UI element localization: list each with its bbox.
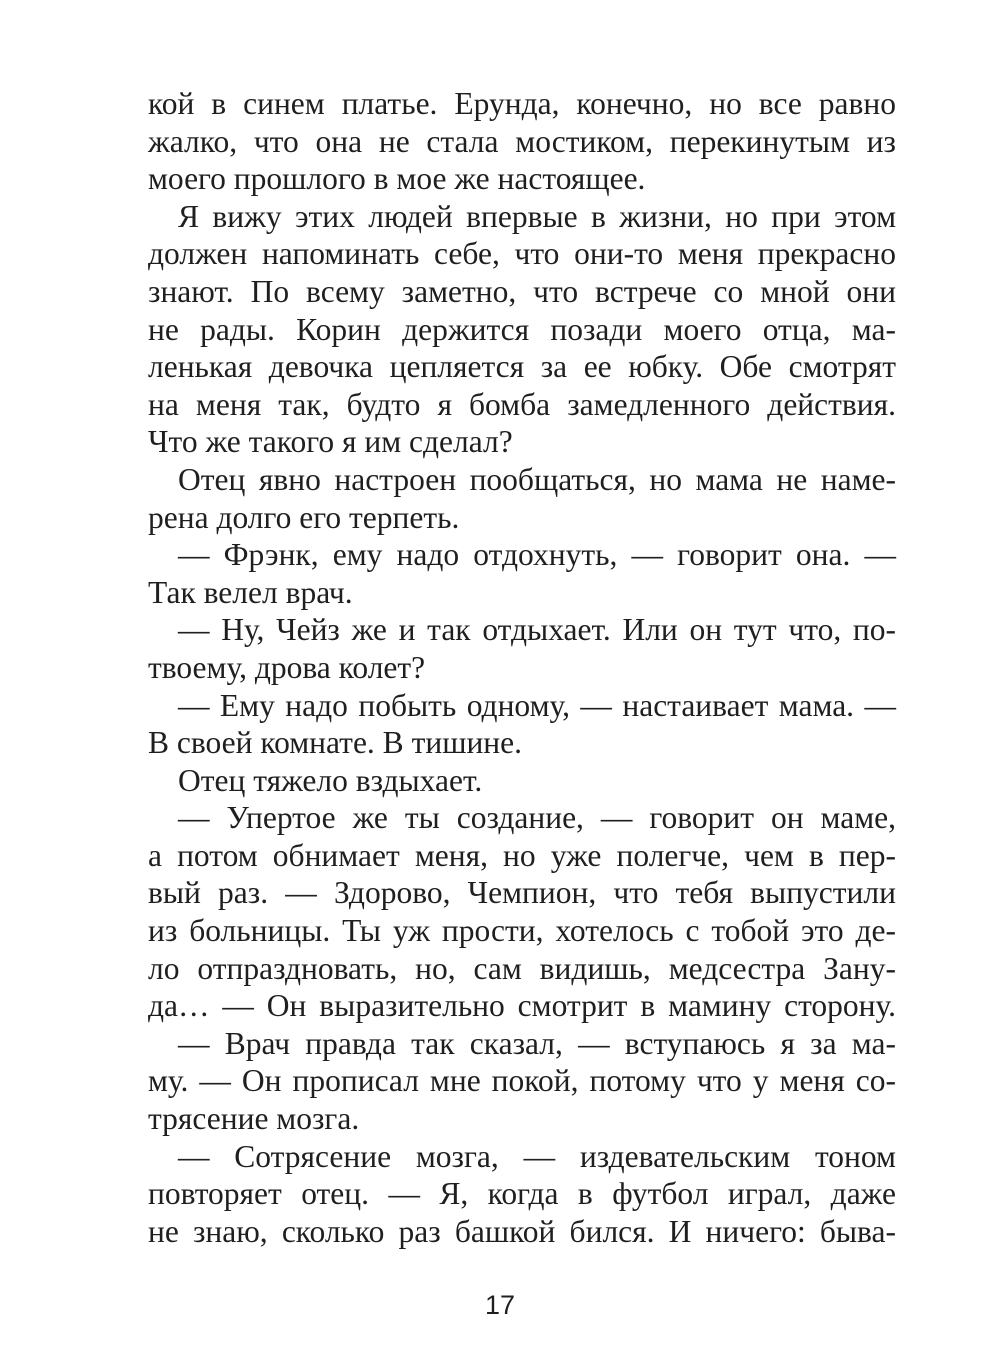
text-line: на меня так, будто я бомба замедленного действия. — [148, 386, 896, 422]
text-line: а потом обнимает меня, но уже полегче, чем в пер- — [148, 837, 896, 873]
text-line: — Ему надо побыть одному, — настаивает мама. — — [178, 687, 896, 723]
text-line: — Сотрясение мозга, — издевательским тоном — [178, 1138, 896, 1174]
text-line: Я вижу этих людей впервые в жизни, но при этом — [178, 198, 896, 234]
text-line: ло отпраздновать, но, сам видишь, медсестра Зану- — [148, 950, 896, 986]
text-line: кой в синем платье. Ерунда, конечно, но все равно — [148, 86, 896, 121]
text-line: не знаю, сколько раз башкой бился. И ничего: быва- — [148, 1213, 896, 1249]
text-line: Отец явно настроен пообщаться, но мама не наме- — [178, 461, 896, 497]
text-line: — Фрэнк, ему надо отдохнуть, — говорит она. — — [178, 537, 896, 573]
text-line: — Упертое же ты создание, — говорит он маме, — [178, 800, 896, 836]
text-line: да… — Он выразительно смотрит в мамину сторону. — [148, 988, 896, 1024]
text-line: — Ну, Чейз же и так отдыхает. Или он тут что, по- — [178, 612, 896, 648]
text-line: ленькая девочка цепляется за ее юбку. Обе смотрят — [148, 349, 896, 385]
text-line: — Врач правда так сказал, — вступаюсь я за ма- — [178, 1025, 896, 1061]
text-line: В своей комнате. В тишине. — [148, 725, 523, 761]
paragraph — [148, 799, 896, 1025]
paragraph — [148, 461, 896, 536]
paragraph — [148, 536, 896, 611]
paragraph — [148, 611, 896, 686]
paragraph — [148, 198, 896, 461]
text-line: из больницы. Ты уж прости, хотелось с тобой это де- — [148, 913, 896, 949]
paragraph — [148, 1025, 896, 1138]
text-line: вый раз. — Здорово, Чемпион, что тебя выпустили — [148, 875, 896, 911]
text-line: знают. По всему заметно, что встрече со мной они — [148, 273, 896, 309]
text-line: му. — Он прописал мне покой, потому что у меня со- — [148, 1063, 896, 1099]
text-line: повторяет отец. — Я, когда в футбол играл, даже — [148, 1176, 896, 1212]
text-line: рена долго его терпеть. — [148, 499, 460, 535]
text-line: твоему, дрова колет? — [148, 649, 426, 685]
book-page-text — [148, 85, 896, 1250]
paragraph — [148, 1138, 896, 1251]
text-line: Что же такого я им сделал? — [148, 424, 513, 460]
text-line: не рады. Корин держится позади моего отца, ма- — [148, 311, 896, 347]
text-line: трясение мозга. — [148, 1101, 360, 1137]
paragraph — [148, 762, 896, 800]
text-line: Отец тяжело вздыхает. — [178, 762, 483, 798]
text-line: должен напоминать себе, что они-то меня прекрасно — [148, 236, 896, 272]
paragraph — [148, 687, 896, 762]
page-number: 17 — [484, 1290, 516, 1320]
paragraph — [148, 85, 896, 198]
text-line: моего прошлого в мое же настоящее. — [148, 161, 646, 197]
text-line: жалко, что она не стала мостиком, перекинутым из — [148, 123, 896, 159]
text-line: Так велел врач. — [148, 574, 353, 610]
